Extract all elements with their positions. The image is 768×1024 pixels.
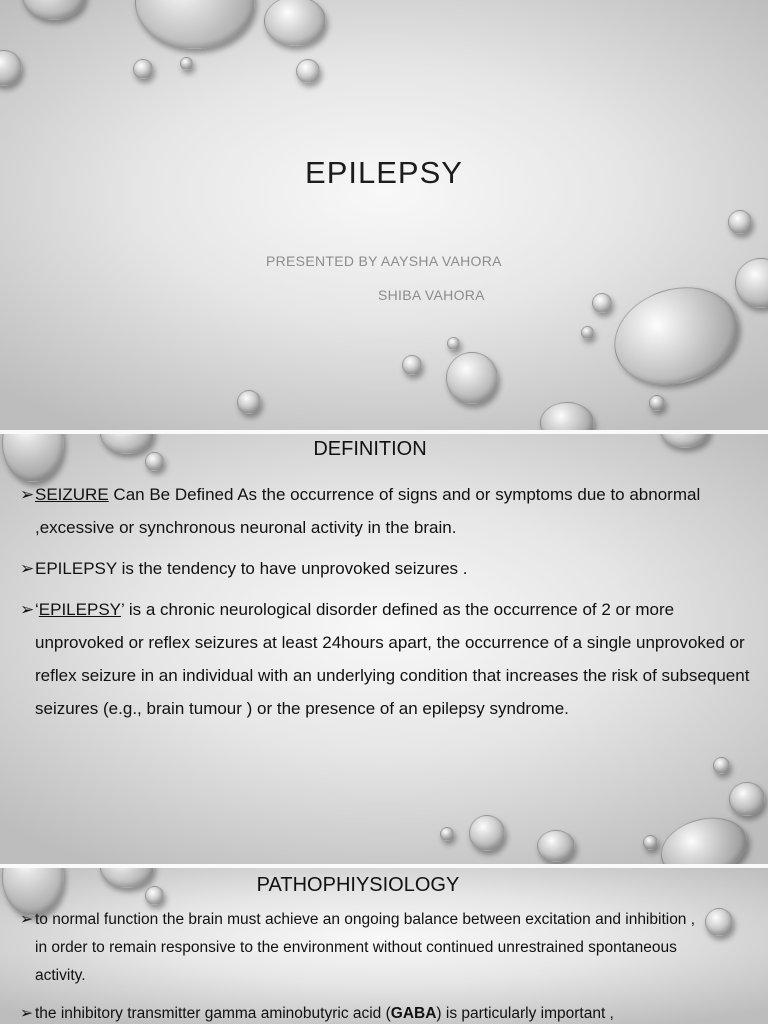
presenter-second-name: SHIBA VAHORA bbox=[378, 287, 485, 303]
bullet-text: the inhibitory transmitter gamma aminobutyric acid ( bbox=[35, 1005, 391, 1022]
water-drop-decoration bbox=[643, 835, 658, 850]
term-epilepsy: EPILEPSY bbox=[38, 600, 121, 619]
water-drop-decoration bbox=[581, 326, 594, 339]
water-drop-decoration bbox=[592, 293, 612, 313]
bullet-text: EPILEPSY is the tendency to have unprovoked seizures . bbox=[35, 559, 468, 578]
term-seizure: SEIZURE bbox=[35, 485, 109, 504]
water-drop-decoration bbox=[602, 272, 751, 400]
arrow-bullet-icon: ➢ bbox=[20, 1005, 33, 1022]
pathophysiology-bullet-list bbox=[20, 906, 710, 1024]
term-gaba: GABA bbox=[390, 1005, 437, 1022]
water-drop-decoration bbox=[713, 757, 730, 774]
arrow-bullet-icon: ➢ bbox=[20, 600, 35, 619]
water-drop-decoration bbox=[654, 809, 754, 864]
list-item bbox=[20, 552, 755, 585]
list-item bbox=[20, 1000, 710, 1024]
pathophysiology-slide bbox=[0, 868, 768, 1024]
presenter-line: PRESENTED BY AAYSHA VAHORA bbox=[266, 253, 502, 269]
slide-heading: DEFINITION bbox=[313, 438, 427, 460]
arrow-bullet-icon: ➢ bbox=[20, 559, 35, 578]
bullet-text: is a chronic neurological disorder defined as the occurrence of 2 or more unprovoked or reflex seizures at least 24hours apart, the occurrence of a single unprovoked or reflex seizure in an individual with an underlying condition that increases the risk of subsequent seizures (e.g., brain tumour ) or the presence of an epilepsy syndrome. bbox=[35, 600, 750, 718]
arrow-bullet-icon: ➢ bbox=[20, 911, 33, 928]
list-item bbox=[20, 478, 755, 544]
water-drop-decoration bbox=[649, 395, 665, 411]
open-quote: ‘ bbox=[35, 600, 39, 619]
water-drop-decoration bbox=[0, 50, 22, 86]
water-drop-decoration bbox=[469, 815, 505, 851]
bullet-text: Can Be Defined As the occurrence of signs and or symptoms due to abnormal ,excessive or synchronous neuronal activity in the brain. bbox=[35, 485, 701, 537]
water-drop-decoration bbox=[296, 59, 320, 83]
water-drop-decoration bbox=[237, 390, 261, 414]
list-item bbox=[20, 593, 755, 725]
water-drop-decoration bbox=[540, 402, 594, 430]
water-drop-decoration bbox=[133, 59, 153, 79]
water-drop-decoration bbox=[446, 352, 498, 404]
water-drop-decoration bbox=[135, 0, 255, 49]
definition-bullet-list bbox=[20, 478, 755, 733]
water-drop-decoration bbox=[22, 0, 86, 20]
list-item bbox=[20, 906, 710, 990]
bullet-text: ) is particularly important , bbox=[436, 1005, 614, 1022]
water-drop-decoration bbox=[729, 782, 765, 816]
arrow-bullet-icon: ➢ bbox=[20, 485, 35, 504]
close-quote: ’ bbox=[121, 600, 125, 619]
water-drop-decoration bbox=[447, 337, 460, 350]
presentation-title: EPILEPSY bbox=[305, 155, 463, 190]
water-drop-decoration bbox=[402, 355, 422, 375]
water-drop-decoration bbox=[180, 57, 193, 70]
water-drop-decoration bbox=[728, 210, 752, 234]
water-drop-decoration bbox=[440, 827, 454, 841]
water-drop-decoration bbox=[735, 258, 768, 308]
bullet-text: to normal function the brain must achieve an ongoing balance between excitation and inhibition , in order to remain responsive to the environment without continued unrestrained spontaneous activity. bbox=[35, 911, 696, 984]
slide-heading: PATHOPHIYSIOLOGY bbox=[256, 874, 460, 896]
definition-slide bbox=[0, 434, 768, 864]
water-drop-decoration bbox=[264, 0, 326, 46]
water-drop-decoration bbox=[537, 830, 575, 862]
title-slide bbox=[0, 0, 768, 430]
